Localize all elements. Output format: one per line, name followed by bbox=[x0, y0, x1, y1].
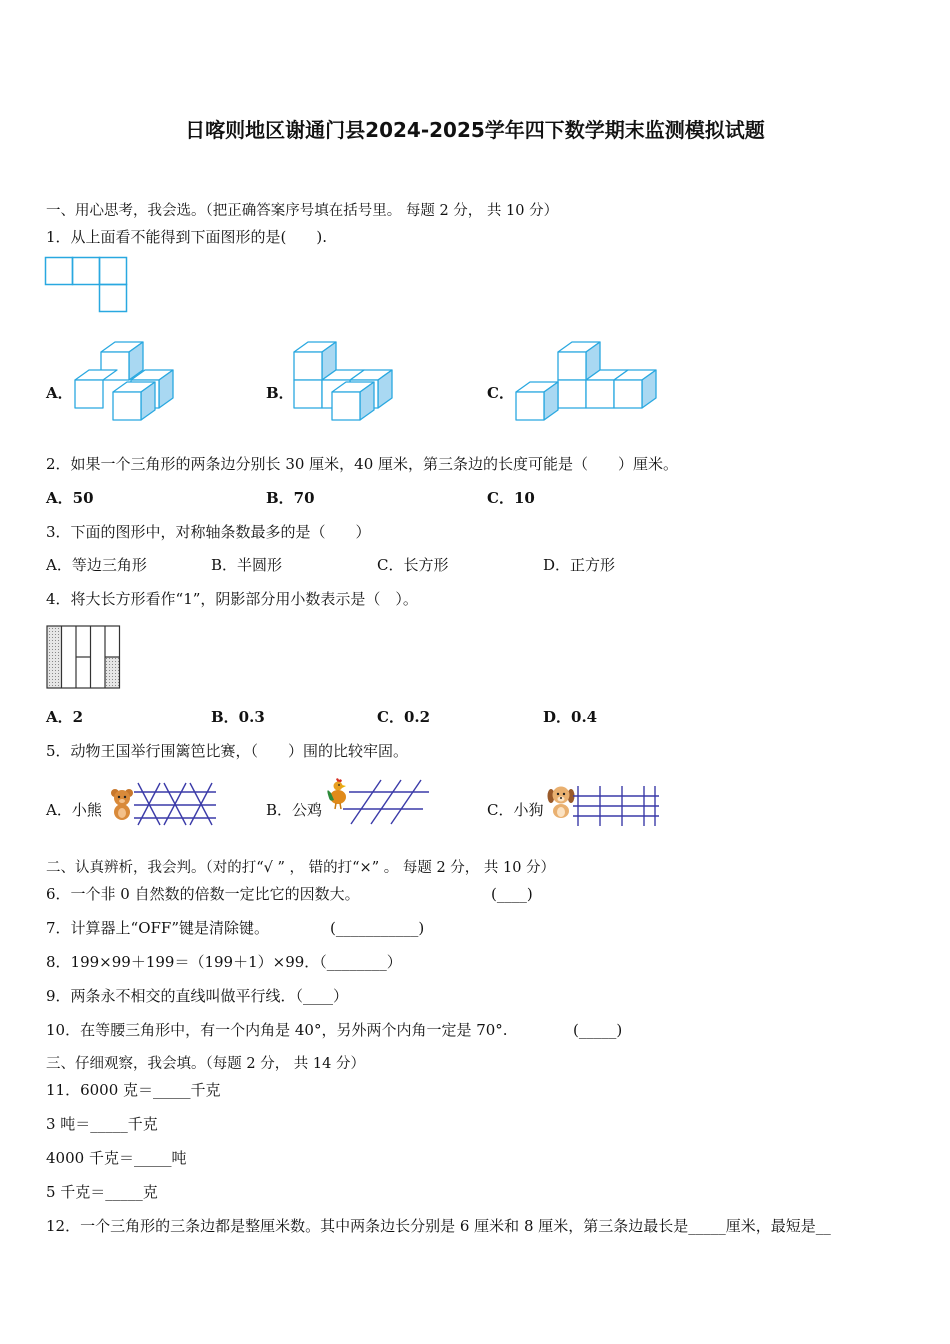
question-8: 8．199×99＋199＝（199＋1）×99．（________） bbox=[46, 953, 402, 971]
question-11-part-1: 11．6000 克＝_____千克 bbox=[46, 1081, 221, 1099]
section3-heading: 三、仔细观察，我会填。（每题 2 分， 共 14 分） bbox=[46, 1056, 365, 1072]
q1-option-c[interactable]: C． bbox=[487, 384, 514, 402]
q1-option-a[interactable]: A． bbox=[46, 384, 73, 402]
q1-option-c-cubes bbox=[514, 340, 659, 422]
q7-answer-blank[interactable]: (___________) bbox=[330, 919, 425, 937]
q1-option-a-cubes bbox=[73, 340, 178, 420]
bear-icon bbox=[109, 787, 135, 821]
q3-option-d[interactable]: D．正方形 bbox=[543, 556, 616, 574]
q2-option-c[interactable]: C．10 bbox=[487, 489, 535, 507]
question-10: 10．在等腰三角形中，有一个内角是 40°，另外两个内角一定是 70°. bbox=[46, 1021, 508, 1039]
q1-top-view-figure bbox=[45, 257, 135, 317]
question-11-part-4: 5 千克＝_____克 bbox=[46, 1183, 158, 1201]
q4-rectangle-figure bbox=[46, 625, 122, 689]
q4-option-b[interactable]: B．0.3 bbox=[211, 708, 265, 726]
page-title: 日喀则地区谢通门县2024-2025学年四下数学期末监测模拟试题 bbox=[185, 118, 765, 142]
question-6: 6．一个非 0 自然数的倍数一定比它的因数大。 bbox=[46, 885, 360, 903]
question-1: 1．从上面看不能得到下面图形的是( ). bbox=[46, 228, 328, 246]
section1-heading: 一、用心思考，我会选。（把正确答案序号填在括号里。 每题 2 分， 共 10 分） bbox=[46, 203, 559, 219]
section2-heading: 二、认真辨析，我会判。（对的打“√ ” ， 错的打“×” 。 每题 2 分， 共 10 分） bbox=[46, 860, 556, 876]
q5-option-c[interactable]: C．小狗 bbox=[487, 801, 544, 819]
q5-fence-b bbox=[343, 780, 429, 824]
q10-answer-blank[interactable]: (_____) bbox=[573, 1021, 623, 1039]
question-7: 7．计算器上“OFF”键是清除键。 bbox=[46, 919, 269, 937]
question-2: 2．如果一个三角形的两条边分别长 30 厘米，40 厘米，第三条边的长度可能是（ ）厘米。 bbox=[46, 455, 679, 473]
question-12: 12．一个三角形的三条边都是整厘米数。其中两条边长分别是 6 厘米和 8 厘米，第三条边最长是_____厘米，最短是__ bbox=[46, 1217, 831, 1235]
q3-option-c[interactable]: C．长方形 bbox=[377, 556, 449, 574]
q5-option-b[interactable]: B．公鸡 bbox=[266, 801, 323, 819]
q5-fence-c bbox=[573, 786, 659, 826]
q5-option-a[interactable]: A．小熊 bbox=[46, 801, 102, 819]
q1-option-b[interactable]: B． bbox=[266, 384, 294, 402]
question-3: 3．下面的图形中，对称轴条数最多的是（ ） bbox=[46, 523, 371, 541]
q2-option-a[interactable]: A．50 bbox=[46, 489, 94, 507]
q4-option-d[interactable]: D．0.4 bbox=[543, 708, 598, 726]
q3-option-b[interactable]: B．半圆形 bbox=[211, 556, 283, 574]
dog-icon bbox=[547, 785, 575, 819]
q1-option-b-cubes bbox=[292, 340, 397, 420]
q6-answer-blank[interactable]: (____) bbox=[491, 885, 533, 903]
question-11-part-2: 3 吨＝_____千克 bbox=[46, 1115, 158, 1133]
q4-option-c[interactable]: C．0.2 bbox=[377, 708, 431, 726]
question-9: 9．两条永不相交的直线叫做平行线．（____） bbox=[46, 987, 349, 1005]
q5-fence-a bbox=[134, 783, 216, 825]
q4-option-a[interactable]: A．2 bbox=[46, 708, 84, 726]
q2-option-b[interactable]: B．70 bbox=[266, 489, 315, 507]
question-4: 4．将大长方形看作“1”，阴影部分用小数表示是（ ）。 bbox=[46, 590, 418, 608]
question-5: 5．动物王国举行围篱笆比赛，（ ）围的比较牢固。 bbox=[46, 742, 409, 760]
question-11-part-3: 4000 千克＝_____吨 bbox=[46, 1149, 187, 1167]
q3-option-a[interactable]: A．等边三角形 bbox=[46, 556, 147, 574]
